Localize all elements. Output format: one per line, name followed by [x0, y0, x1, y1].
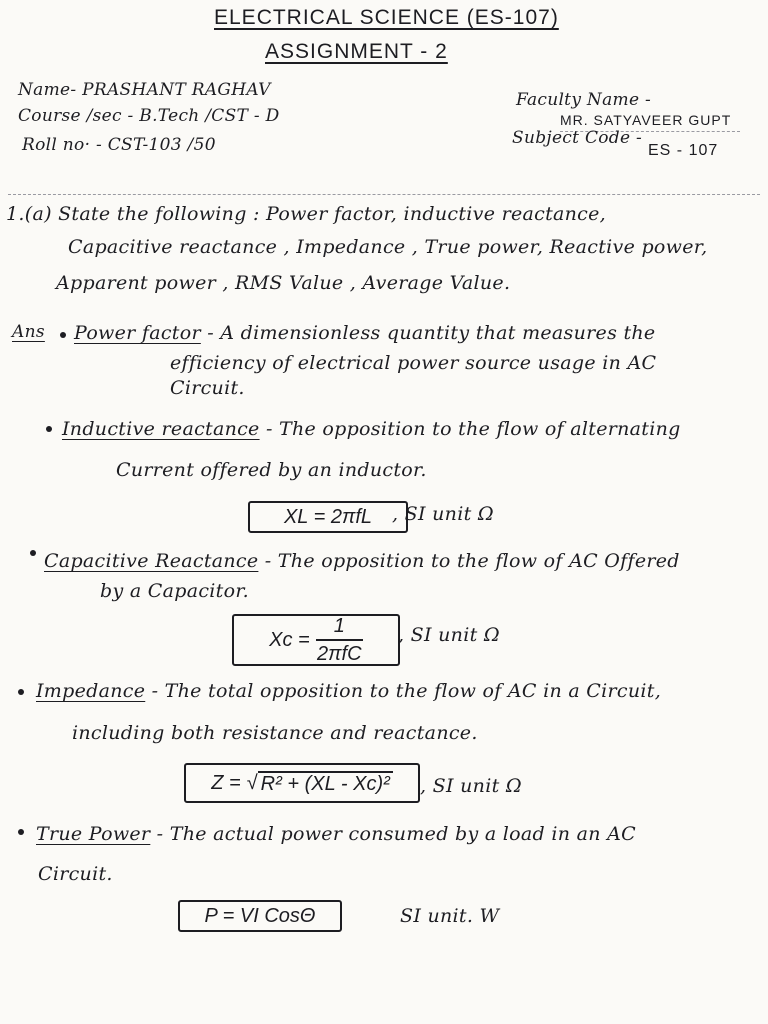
bullet-dot — [18, 689, 24, 695]
answer-label: Ans — [12, 322, 45, 342]
student-name: Name- PRASHANT RAGHAV — [18, 80, 271, 100]
question-line-1: 1.(a) State the following : Power factor, inductive reactance, — [6, 203, 606, 225]
header-divider — [8, 194, 760, 195]
faculty-name: MR. SATYAVEER GUPT — [560, 112, 732, 128]
inductive-row — [62, 418, 681, 440]
impedance-unit: , SI unit Ω — [420, 775, 522, 797]
capacitive-fraction — [316, 616, 363, 665]
inductive-text-1: - The opposition to the flow of alternating — [265, 418, 681, 440]
bullet-dot — [46, 426, 52, 432]
true-power-unit: SI unit. W — [400, 905, 500, 927]
student-course: Course /sec - B.Tech /CST - D — [18, 106, 280, 126]
question-line-2: Capacitive reactance , Impedance , True power, Reactive power, — [68, 236, 708, 258]
capacitive-unit: , SI unit Ω — [398, 624, 500, 646]
power-factor-text-2: efficiency of electrical power source usage in AC — [170, 352, 657, 374]
impedance-row — [36, 680, 661, 702]
capacitive-numerator: 1 — [316, 616, 363, 641]
capacitive-row — [44, 550, 680, 572]
student-roll: Roll no· - CST-103 /50 — [22, 135, 216, 155]
subject-code-value: ES - 107 — [648, 142, 719, 159]
capacitive-formula-lhs: Xc = — [269, 628, 310, 651]
bullet-dot — [60, 332, 66, 338]
true-power-formula-box: P = VI CosΘ — [178, 900, 342, 932]
power-factor-row — [74, 322, 655, 344]
inductive-formula-box: XL = 2πfL — [248, 501, 408, 533]
impedance-formula-lhs: Z = — [211, 771, 241, 794]
capacitive-denominator: 2πfC — [317, 642, 362, 665]
true-power-row — [36, 823, 636, 845]
faculty-label: Faculty Name - — [516, 90, 652, 110]
inductive-term: Inductive reactance — [62, 418, 260, 440]
power-factor-text-1: - A dimensionless quantity that measures the — [207, 322, 656, 344]
assignment-title: ASSIGNMENT - 2 — [265, 40, 448, 63]
impedance-formula-box — [184, 763, 420, 803]
capacitive-text-1: - The opposition to the flow of AC Offered — [264, 550, 680, 572]
inductive-unit: , SI unit Ω — [392, 503, 494, 525]
bullet-dot — [30, 550, 36, 556]
true-power-text-2: Circuit. — [38, 863, 113, 885]
impedance-text-1: - The total opposition to the flow of AC in a Circuit, — [151, 680, 662, 702]
subject-code-label: Subject Code - — [512, 128, 643, 148]
capacitive-formula-box — [232, 614, 400, 666]
impedance-term: Impedance — [36, 680, 146, 702]
power-factor-text-3: Circuit. — [170, 377, 245, 399]
capacitive-term: Capacitive Reactance — [44, 550, 259, 572]
sqrt-icon: √ — [246, 771, 258, 794]
true-power-text-1: - The actual power consumed by a load in an AC — [156, 823, 636, 845]
impedance-text-2: including both resistance and reactance. — [72, 722, 478, 744]
capacitive-text-2: by a Capacitor. — [100, 580, 249, 602]
power-factor-term: Power factor — [74, 322, 201, 344]
bullet-dot — [18, 829, 24, 835]
true-power-term: True Power — [36, 823, 151, 845]
course-title: ELECTRICAL SCIENCE (ES-107) — [214, 6, 559, 29]
question-line-3: Apparent power , RMS Value , Average Value. — [56, 272, 511, 294]
impedance-radicand: R² + (XL - Xc)² — [258, 771, 393, 796]
inductive-text-2: Current offered by an inductor. — [116, 459, 427, 481]
